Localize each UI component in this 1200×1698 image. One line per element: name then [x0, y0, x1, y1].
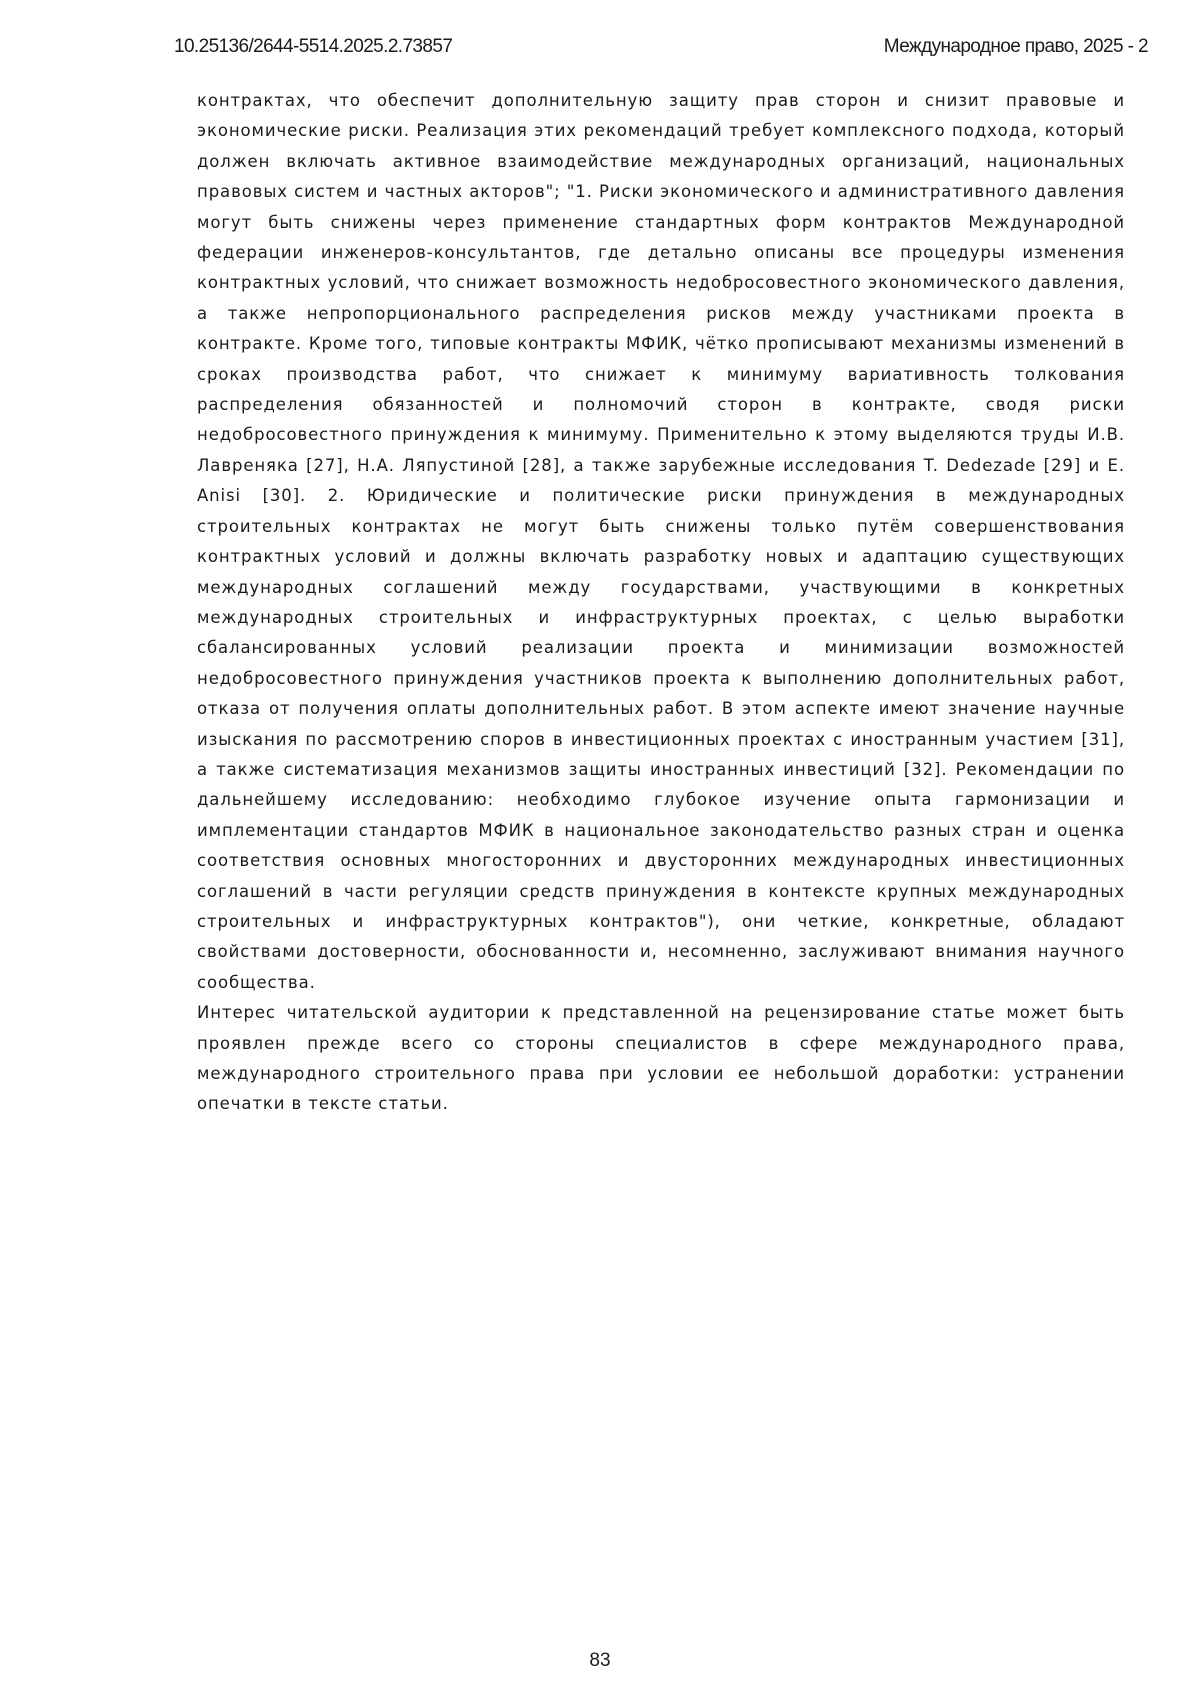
paragraph-conclusions: контрактах, что обеспечит дополнительную защиту прав сторон и снизит правовые и экономические риски. Реализация этих рекомендаций требует комплексного подхода, который должен включать активное взаимодействие международных организаций, национальных правовых систем и частных акторов"; "1. Риски экономического и административного давления могут быть снижены через применение стандартных форм контрактов Международной федерации инженеров-консультантов, где детально описаны все процедуры изменения контрактных условий, что снижает возможность недобросовестного экономического давления, а также непропорционального распределения рисков между участниками проекта в контракте. Кроме того, типовые контракты МФИК, чётко прописывают механизмы изменений в сроках производства работ, что снижает к минимуму вариативность толкования распределения обязанностей и полномочий сторон в контракте, сводя риски недобросовестного принуждения к минимуму. Применительно к этому выделяются труды И.В. Лавреняка [27], Н.А. Ляпустиной [28], а также зарубежные исследования T. Dedezade [29] и E. Anisi [30]. 2. Юридические и политические риски принуждения в международных строительных контрактах не могут быть снижены только путём совершенствования контрактных условий и должны включать разработку новых и адаптацию существующих международных соглашений между государствами, участвующими в конкретных международных строительных и инфраструктурных проектах, с целью выработки сбалансированных условий реализации проекта и минимизации возможностей недобросовестного принуждения участников проекта к выполнению дополнительных работ, отказа от получения оплаты дополнительных работ. В этом аспекте имеют значение научные изыскания по рассмотрению споров в инвестиционных проектах с иностранным участием [31], а также систематизация механизмов защиты иностранных инвестиций [32]. Рекомендации по дальнейшему исследованию: необходимо глубокое изучение опыта гармонизации и имплементации стандартов МФИК в национальное законодательство разных стран и оценка соответствия основных многосторонних и двусторонних международных инвестиционных соглашений в части регуляции средств принуждения в контексте крупных международных строительных и инфраструктурных контрактов"), они четкие, конкретные, обладают свойствами достоверности, обоснованности и, несомненно, заслуживают внимания научного сообщества.	[197, 91, 1125, 992]
article-body	[197, 86, 1125, 1120]
page-number: 83	[589, 1650, 611, 1671]
paragraph-reader-interest: Интерес читательской аудитории к представленной на рецензирование статье может быть проявлен прежде всего со стороны специалистов в сфере международного права, международного строительного права при условии ее небольшой доработки: устранении опечатки в тексте статьи.	[197, 1003, 1125, 1114]
running-header	[174, 36, 1148, 60]
journal-issue-text: Международное право, 2025 - 2	[883, 36, 1148, 57]
doi-text: 10.25136/2644-5514.2025.2.73857	[174, 36, 453, 57]
